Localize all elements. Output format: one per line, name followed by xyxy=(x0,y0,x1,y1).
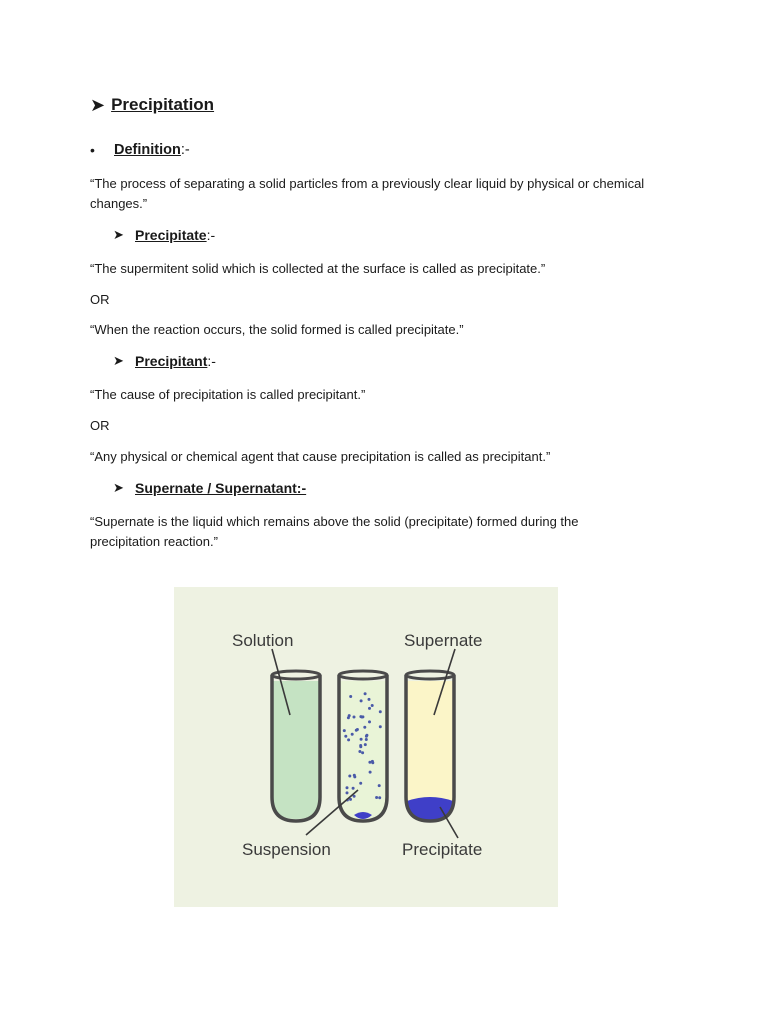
precipitate-figure-label: Precipitate xyxy=(402,840,483,859)
precipitant-label: Precipitant xyxy=(135,353,208,369)
suspension-particle xyxy=(375,796,378,799)
suspension-particle xyxy=(379,710,382,713)
precipitate-label: Precipitate xyxy=(135,227,207,243)
suspension-particle xyxy=(368,707,371,710)
supernate-figure-label: Supernate xyxy=(404,631,483,650)
suspension-particle xyxy=(361,751,364,754)
main-heading xyxy=(90,95,214,115)
arrow-bullet-icon: ➤ xyxy=(113,353,124,368)
suspension-particle xyxy=(360,716,363,719)
suspension-particle xyxy=(353,774,356,777)
suspension-particle xyxy=(347,738,350,741)
suspension-particle xyxy=(352,787,355,790)
suspension-particle xyxy=(369,771,372,774)
suspension-particle xyxy=(379,725,382,728)
precipitate-text-1: “The supermitent solid which is collected at the surface is called as precipitate.” xyxy=(90,261,546,276)
suspension-particle xyxy=(368,720,371,723)
suspension-particle xyxy=(371,704,374,707)
suspension-particle xyxy=(343,729,346,732)
precipitate-heading xyxy=(113,227,215,243)
suspension-label: Suspension xyxy=(242,840,331,859)
suspension-particle xyxy=(359,744,362,747)
definition-text: “The process of separating a solid particles from a previously clear liquid by physical or chemical changes.” xyxy=(90,176,645,211)
page-title: Precipitation xyxy=(111,95,215,114)
precipitant-text-1: “The cause of precipitation is called precipitant.” xyxy=(90,387,366,402)
bullet-dot-icon: • xyxy=(90,142,95,158)
suspension-particle xyxy=(344,735,347,738)
suspension-particle xyxy=(349,695,352,698)
suspension-particle xyxy=(359,782,362,785)
supernate-text: “Supernate is the liquid which remains above the solid (precipitate) formed during the precipitation reaction.” xyxy=(90,514,579,549)
definition-heading xyxy=(90,142,190,158)
precipitant-suffix: :- xyxy=(207,353,216,369)
suspension-particle xyxy=(348,775,351,778)
suspension-particle xyxy=(368,698,371,701)
suspension-particle xyxy=(346,786,349,789)
precipitate-or: OR xyxy=(90,292,110,307)
suspension-particle xyxy=(378,784,381,787)
solution-liquid xyxy=(272,681,320,819)
suspension-particle xyxy=(371,760,374,763)
suspension-particle xyxy=(351,733,354,736)
arrow-bullet-icon: ➤ xyxy=(113,480,124,495)
precipitate-suffix: :- xyxy=(206,227,216,243)
suspension-particle xyxy=(355,729,358,732)
suspension-particle xyxy=(360,738,363,741)
supernate-label: Supernate / Supernatant:- xyxy=(135,480,307,496)
suspension-particle xyxy=(363,726,366,729)
test-tube-diagram xyxy=(174,587,558,907)
arrow-bullet-icon: ➤ xyxy=(113,227,124,242)
suspension-particle xyxy=(378,796,381,799)
suspension-particle xyxy=(365,734,368,737)
suspension-particle xyxy=(358,750,361,753)
precipitant-heading xyxy=(113,353,216,369)
precipitant-or: OR xyxy=(90,418,110,433)
precipitate-text-2: “When the reaction occurs, the solid formed is called precipitate.” xyxy=(90,322,464,337)
arrow-bullet-icon: ➤ xyxy=(90,95,106,115)
precipitant-text-2: “Any physical or chemical agent that cause precipitation is called as precipitant.” xyxy=(90,449,551,464)
suspension-particle xyxy=(348,714,351,717)
suspension-particle xyxy=(346,791,349,794)
suspension-particle xyxy=(364,743,367,746)
supernate-heading xyxy=(113,480,306,496)
definition-suffix: :- xyxy=(180,142,190,158)
test-tube-figure xyxy=(174,587,558,907)
definition-label: Definition xyxy=(114,142,181,158)
suspension-particle xyxy=(353,716,356,719)
suspension-particle xyxy=(365,738,368,741)
suspension-particle xyxy=(364,692,367,695)
solution-label: Solution xyxy=(232,631,294,650)
suspension-particle xyxy=(360,699,363,702)
